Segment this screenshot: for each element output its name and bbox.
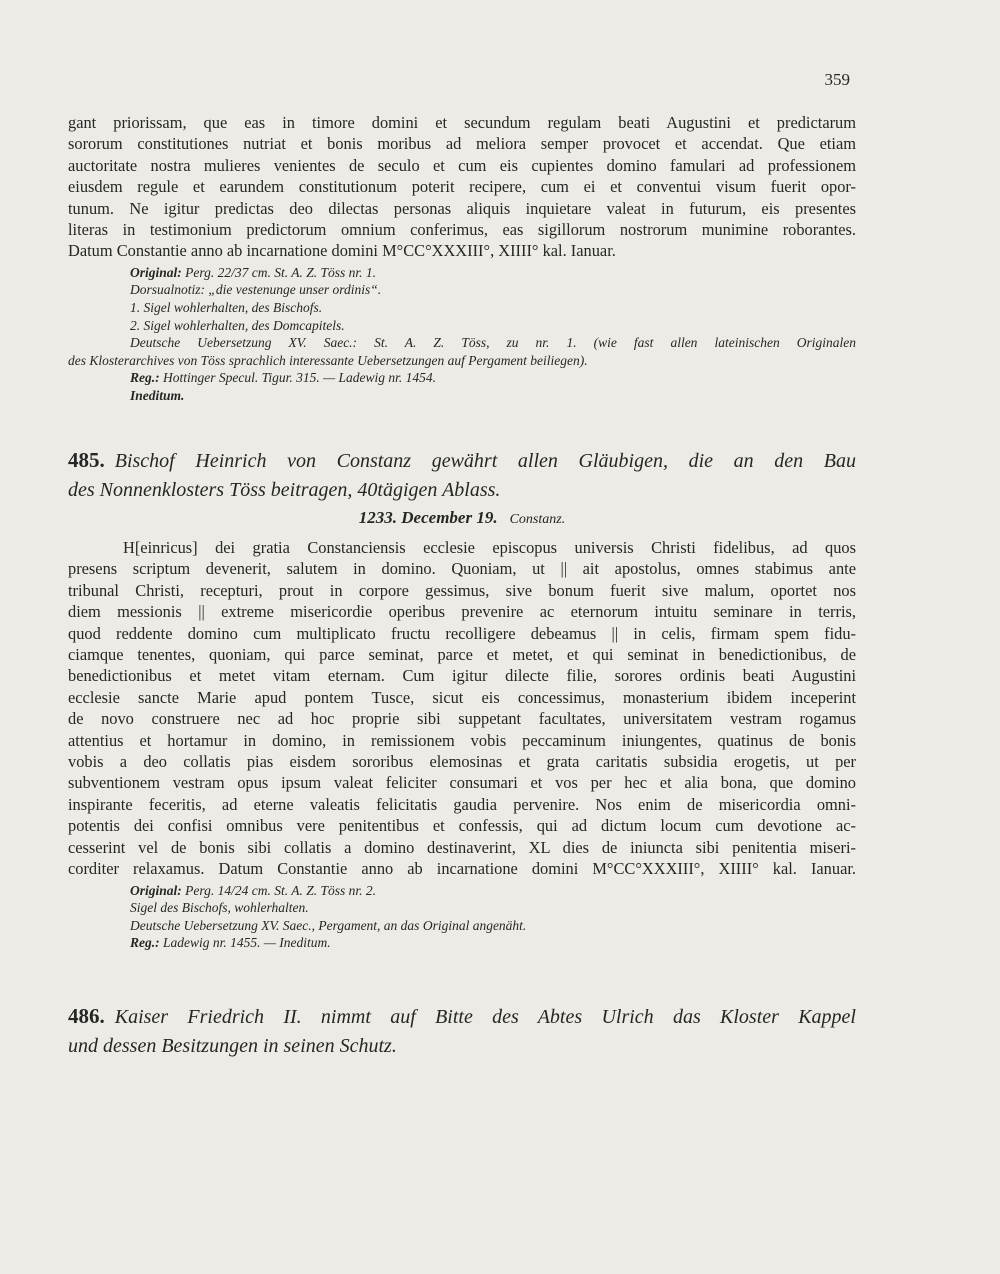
text-line: attentius et hortamur in domino, in remissionem vobis peccaminum iniungentes, quatinus de bonis: [68, 730, 856, 750]
text-line: potentis dei confisi omnibus vere penitentibus et confessis, qui ad dictum locum cum devotione ac-: [68, 816, 856, 836]
text-line: literas in testimonium predictorum omnium conferimus, eas sigillorum nostrorum munimine roborantes.: [68, 220, 856, 240]
text-line: tribunal Christi, recepturi, prout in corpore gessimus, sive bonum fuerit sive malum, oportet nos: [68, 580, 856, 600]
text-line: vobis a deo collatis pias eisdem sororibus elemosinas et grata caritatis subsidia erogetis, ut per: [68, 752, 856, 772]
charter-486-heading: [68, 1002, 856, 1061]
note-text: Ladewig nr. 1455. — Ineditum.: [163, 935, 331, 951]
note-label: Ineditum.: [130, 388, 185, 403]
charter-number: 485.: [68, 448, 105, 472]
text-line: quod reddente domino cum multiplicato fructu recolligere debeamus || in celis, firmam spem fidu-: [68, 623, 856, 643]
text-line: H[einricus] dei gratia Constanciensis ecclesie episcopus universis Christi fidelibus, ad quos: [123, 538, 856, 557]
note-row: [68, 882, 856, 900]
heading-text: Kaiser Friedrich II. nimmt auf Bitte des Abtes Ulrich das Kloster Kappel: [114, 1006, 856, 1028]
text-line: eiusdem regule et earundem constitutionum poterit recipere, cum ei et conventui visum fuerit opor-: [68, 177, 856, 197]
text-line: presens scriptum devenerit, salutem in domino. Quoniam, ut || ait apostolus, omnes stabimus ante: [68, 559, 856, 579]
note-text: Deutsche Uebersetzung XV. Saec.: St. A. Z. Töss, zu nr. 1. (wie fast allen lateinischen Originalen: [130, 335, 856, 351]
page-number: 359: [824, 70, 850, 89]
note-label: Original:: [130, 882, 182, 898]
text-line: sororum constitutiones nutriat et bonis moribus ad meliora semper provocet et accendat. Que etiam: [68, 134, 856, 154]
text-line: subventionem vestram opus ipsum valeat feliciter consumari et vos per hec et alia bona, que domino: [68, 773, 856, 793]
heading-line: [68, 1002, 856, 1032]
note-row: [68, 299, 856, 317]
charter-484-continuation: [68, 112, 856, 405]
note-row: [68, 334, 856, 352]
text-line: benedictionibus et metet vitam eternam. Cum igitur dilecte filie, sorores ordinis beati Augustini: [68, 666, 856, 686]
note-text: des Klosterarchives von Töss sprachlich interessante Uebersetzungen auf Pergament beiliegen).: [68, 352, 588, 368]
text-line: tunum. Ne igitur predictas deo dilectas personas aliquis inquietare valeat in futurum, eis presentes: [68, 198, 856, 218]
note-text: 2. Sigel wohlerhalten, des Domcapitels.: [130, 317, 345, 333]
note-text: Perg. 22/37 cm. St. A. Z. Töss nr. 1.: [185, 264, 377, 280]
note-label: Reg.:: [130, 935, 160, 951]
charter-485-text: [68, 537, 856, 880]
text-line: gant priorissam, que eas in timore domini et secundum regulam beati Augustini et predictarum: [68, 113, 856, 132]
note-row: [68, 934, 856, 952]
note-row: [68, 317, 856, 335]
note-row: [68, 369, 856, 387]
note-text: Deutsche Uebersetzung XV. Saec., Pergament, an das Original angenäht.: [130, 917, 527, 933]
charter-number: 486.: [68, 1004, 105, 1028]
charter-484-text: [68, 112, 856, 262]
note-row: [68, 281, 856, 299]
text-line: ecclesie sancte Marie apud pontem Tusce, sicut eis concessimus, monasterium ibidem inceperint: [68, 687, 856, 707]
text-line: corditer relaxamus. Datum Constantie anno ab incarnatione domini M°CC°XXXIII°, XIIII° kal. Ianuar.: [68, 859, 856, 879]
charter-485-date: [68, 507, 856, 531]
note-label: Original:: [130, 264, 182, 280]
text-line: de novo construere nec ad hoc proprie sibi suppetant facultates, universitatem vestram rogamus: [68, 709, 856, 729]
note-label: Reg.:: [130, 370, 160, 386]
text-line: cesserint vel de bonis sibi collatis a domino destinaverint, XL dies de iniuncta sibi penitentia miseri-: [68, 837, 856, 857]
heading-text: Bischof Heinrich von Constanz gewährt allen Gläubigen, die an den Bau: [114, 450, 856, 472]
place-text: Constanz.: [509, 512, 566, 527]
text-line: Datum Constantie anno ab incarnatione domini M°CC°XXXIII°, XIIII° kal. Ianuar.: [68, 241, 616, 261]
text-line: diem messionis || extreme misericordie operibus prevenire ac eternorum intuitu seminare in terris,: [68, 602, 856, 622]
text-line: auctoritate nostra mulieres venientes de seculo et cum eis cupientes domino famulari ad professionem: [68, 155, 856, 175]
charter-485-notes: [68, 882, 856, 952]
note-text: Hottinger Specul. Tigur. 315. — Ladewig nr. 1454.: [163, 370, 437, 386]
heading-line: des Nonnenklosters Töss beitragen, 40tägigen Ablass.: [68, 479, 501, 501]
note-text: 1. Sigel wohlerhalten, des Bischofs.: [130, 300, 323, 316]
charter-484-notes: [68, 264, 856, 405]
note-row: [68, 917, 856, 935]
text-line: ciamque tenentes, quoniam, qui parce seminat, parce et metet, et qui seminat in benedictionibus, de: [68, 645, 856, 665]
note-row: [68, 899, 856, 917]
note-row: [68, 352, 856, 370]
note-text: Sigel des Bischofs, wohlerhalten.: [130, 900, 309, 916]
charter-486: [68, 1002, 856, 1061]
note-text: Dorsualnotiz: „die vestenunge unser ordinis“.: [130, 282, 382, 298]
note-row: [68, 264, 856, 282]
text-line: inspirante feceritis, ad eterne valeatis felicitatis gaudia pervenire. Nos enim de misericordia omni-: [68, 794, 856, 814]
note-text: Perg. 14/24 cm. St. A. Z. Töss nr. 2.: [185, 882, 377, 898]
charter-485-heading: [68, 446, 856, 505]
date-text: 1233. December 19.: [358, 508, 498, 527]
note-row: [68, 387, 856, 405]
heading-line: [68, 446, 856, 476]
charter-485: [68, 446, 856, 952]
heading-line: und dessen Besitzungen in seinen Schutz.: [68, 1035, 397, 1057]
